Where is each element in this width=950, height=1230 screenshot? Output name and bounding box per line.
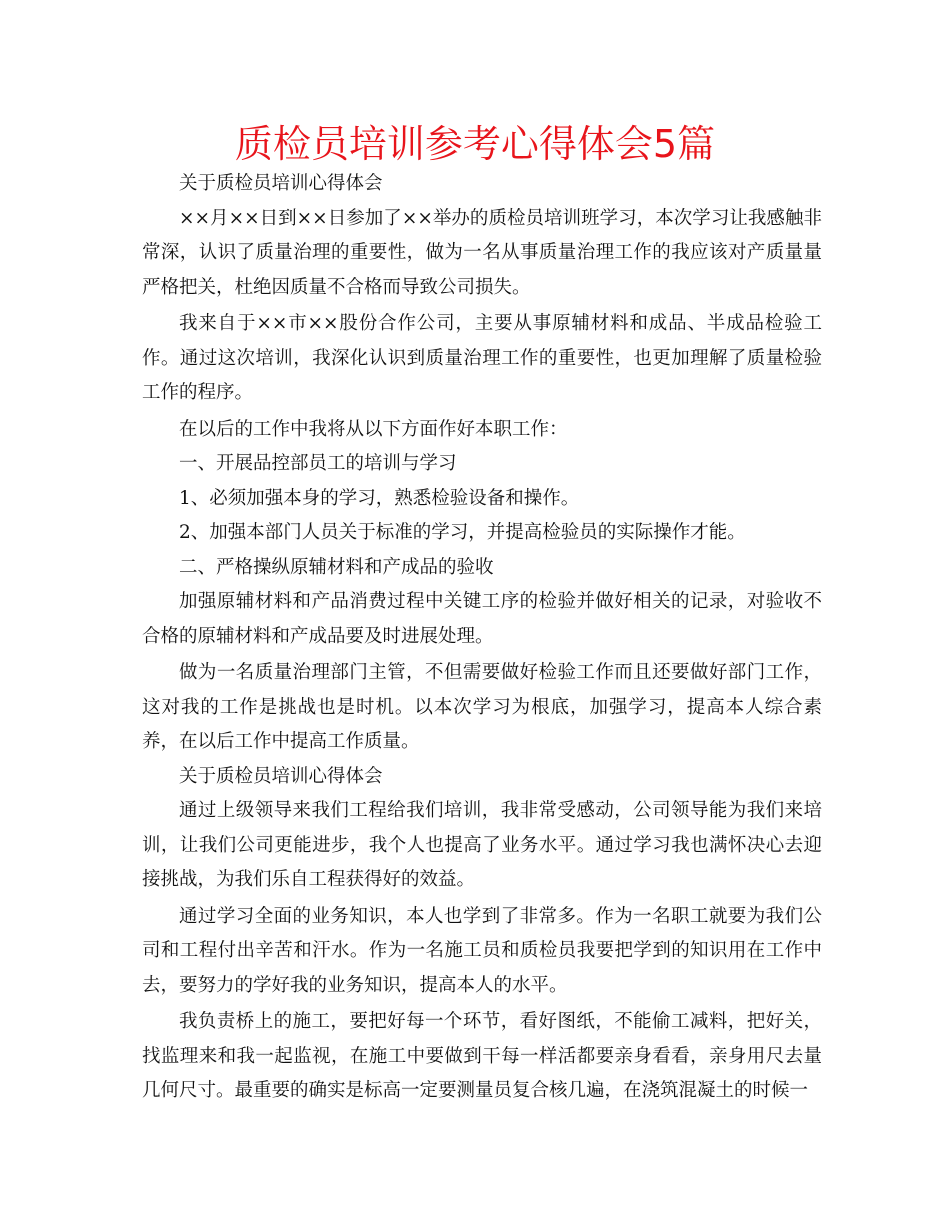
paragraph: 做为一名质量治理部门主管，不但需要做好检验工作而且还要做好部门工作，这对我的工作是挑战也是时机。以本次学习为根底，加强学习，提高本人综合素养，在以后工作中提高工作质量。 (142, 662, 822, 752)
paragraph-item-1: 1、必须加强本身的学习，熟悉检验设备和操作。 (179, 487, 580, 509)
document-body (142, 167, 822, 1109)
paragraph-item-2: 2、加强本部门人员关于标准的学习，并提高检验员的实际操作才能。 (179, 522, 746, 543)
paragraph-heading-1: 关于质检员培训心得体会 (179, 173, 383, 194)
paragraph: ××月××日到××日参加了××举办的质检员培训班学习，本次学习让我感触非常深，认识了质量治理的重要性，做为一名从事质量治理工作的我应该对产质量量严格把关，杜绝因质量不合格而导致公司损失。 (142, 207, 822, 298)
paragraph-section-1: 一、开展品控部员工的培训与学习 (179, 453, 457, 474)
document-title: 质检员培训参考心得体会5篇 (234, 122, 716, 166)
paragraph: 通过学习全面的业务知识，本人也学到了非常多。作为一名职工就要为我们公司和工程付出辛苦和汗水。作为一名施工员和质检员我要把学到的知识用在工作中去，要努力的学好我的业务知识，提高本人的水平。 (142, 905, 822, 996)
paragraph-section-2: 二、严格操纵原辅材料和产成品的验收 (179, 556, 494, 578)
paragraph-heading-2: 关于质检员培训心得体会 (179, 765, 383, 787)
paragraph: 加强原辅材料和产品消费过程中关键工序的检验并做好相关的记录，对验收不合格的原辅材料和产成品要及时进展处理。 (142, 591, 822, 647)
paragraph: 我来自于××市××股份合作公司，主要从事原辅材料和成品、半成品检验工作。通过这次培训，我深化认识到质量治理工作的重要性，也更加理解了质量检验工作的程序。 (142, 313, 822, 403)
paragraph: 在以后的工作中我将从以下方面作好本职工作： (179, 418, 568, 440)
paragraph: 通过上级领导来我们工程给我们培训，我非常受感动，公司领导能为我们来培训，让我们公司更能进步，我个人也提高了业务水平。通过学习我也满怀决心去迎接挑战，为我们乐自工程获得好的效益。 (142, 800, 822, 890)
paragraph: 我负责桥上的施工，要把好每一个环节，看好图纸，不能偷工减料，把好关，找监理来和我一起监视，在施工中要做到干每一样活都要亲身看看，亲身用尺去量几何尺寸。最重要的确实是标高一定要测量员复合核几遍，在浇筑混凝土的时候一 (142, 1011, 822, 1101)
